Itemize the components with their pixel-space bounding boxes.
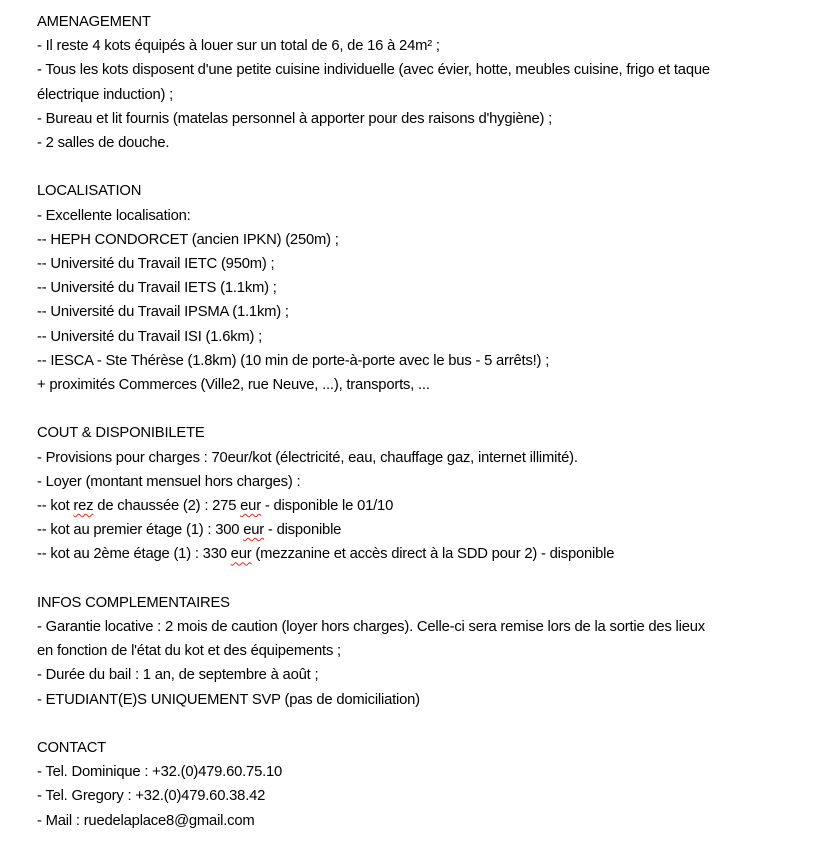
text-line: [37, 131, 823, 155]
section-contact: [37, 736, 823, 833]
text-line: [37, 276, 823, 300]
text-line: [37, 784, 823, 808]
text-segment: - disponible: [264, 522, 342, 539]
text-segment: -- kot: [37, 498, 74, 515]
text-line: [37, 252, 823, 276]
text-line: [37, 373, 823, 397]
text-segment: -- kot au 2ème étage (1) : 330: [37, 546, 231, 563]
text-segment: - Tous les kots disposent d'une petite cuisine individuelle (avec évier, hotte, meubles cuisine, frigo et taque: [37, 62, 710, 79]
text-line: [37, 58, 823, 82]
text-line: [37, 325, 823, 349]
text-segment: - Excellente localisation:: [37, 207, 191, 224]
text-segment: - ETUDIANT(E)S UNIQUEMENT SVP (pas de domiciliation): [37, 691, 420, 708]
section-localisation: [37, 179, 823, 397]
text-line: [37, 83, 823, 107]
text-segment: + proximités Commerces (Ville2, rue Neuve, ...), transports, ...: [37, 377, 430, 394]
text-segment: - Il reste 4 kots équipés à louer sur un total de 6, de 16 à 24m² ;: [37, 38, 440, 55]
text-line: [37, 107, 823, 131]
text-line: [37, 542, 823, 566]
text-segment: - Tel. Gregory : +32.(0)479.60.38.42: [37, 788, 266, 805]
text-line: [37, 760, 823, 784]
text-segment: (mezzanine et accès direct à la SDD pour 2) - disponible: [251, 546, 615, 563]
section-amenagement: [37, 10, 823, 155]
text-segment: -- HEPH CONDORCET (ancien IPKN) (250m) ;: [37, 231, 339, 248]
section-heading-infos-complementaires: INFOS COMPLEMENTAIRES: [37, 594, 230, 611]
text-segment: de chaussée (2) : 275: [93, 498, 241, 515]
section-heading-amenagement: AMENAGEMENT: [37, 14, 151, 30]
text-line: [37, 639, 823, 663]
text-line: [37, 518, 823, 542]
text-segment: - Mail : ruedelaplace8@gmail.com: [37, 812, 255, 829]
text-line: [37, 809, 823, 833]
misspelled-word: rez: [73, 498, 94, 515]
text-segment: électrique induction) ;: [37, 86, 174, 103]
text-segment: - Bureau et lit fournis (matelas personnel à apporter pour des raisons d'hygiène) ;: [37, 110, 553, 127]
text-line: [37, 34, 823, 58]
text-segment: -- Université du Travail ISI (1.6km) ;: [37, 328, 263, 345]
text-line: [37, 300, 823, 324]
text-segment: - disponible le 01/10: [260, 498, 394, 515]
misspelled-word: eur: [240, 498, 261, 515]
text-segment: - Provisions pour charges : 70eur/kot (électricité, eau, chauffage gaz, internet illimité).: [37, 449, 578, 466]
text-line: [37, 470, 823, 494]
section-heading-contact: CONTACT: [37, 740, 107, 757]
text-line: [37, 446, 823, 470]
text-segment: - Garantie locative : 2 mois de caution (loyer hors charges). Celle-ci sera remise lors de la sortie des lieux: [37, 619, 705, 636]
text-line: [37, 663, 823, 687]
text-line: [37, 494, 823, 518]
text-segment: - Loyer (montant mensuel hors charges) :: [37, 473, 301, 490]
misspelled-word: eur: [243, 522, 265, 539]
text-segment: -- kot au premier étage (1) : 300: [37, 522, 244, 539]
text-line: [37, 688, 823, 712]
misspelled-word: eur: [230, 546, 252, 563]
text-segment: - Durée du bail : 1 an, de septembre à août ;: [37, 667, 319, 684]
text-line: [37, 204, 823, 228]
text-segment: -- Université du Travail IETS (1.1km) ;: [37, 280, 277, 297]
section-heading-localisation: LOCALISATION: [37, 183, 142, 200]
section-infos-complementaires: [37, 591, 823, 712]
text-segment: -- Université du Travail IETC (950m) ;: [37, 256, 275, 273]
text-line: [37, 615, 823, 639]
text-segment: en fonction de l'état du kot et des équipements ;: [37, 643, 341, 660]
section-heading-cout-disponibilete: COUT & DISPONIBILETE: [37, 425, 205, 442]
text-line: [37, 228, 823, 252]
text-segment: - 2 salles de douche.: [37, 135, 170, 152]
text-segment: - Tel. Dominique : +32.(0)479.60.75.10: [37, 764, 283, 781]
text-segment: -- Université du Travail IPSMA (1.1km) ;: [37, 304, 289, 321]
text-line: [37, 349, 823, 373]
section-cout-disponibilete: [37, 421, 823, 566]
text-segment: -- IESCA - Ste Thérèse (1.8km) (10 min de porte-à-porte avec le bus - 5 arrêts!) ;: [37, 352, 550, 369]
